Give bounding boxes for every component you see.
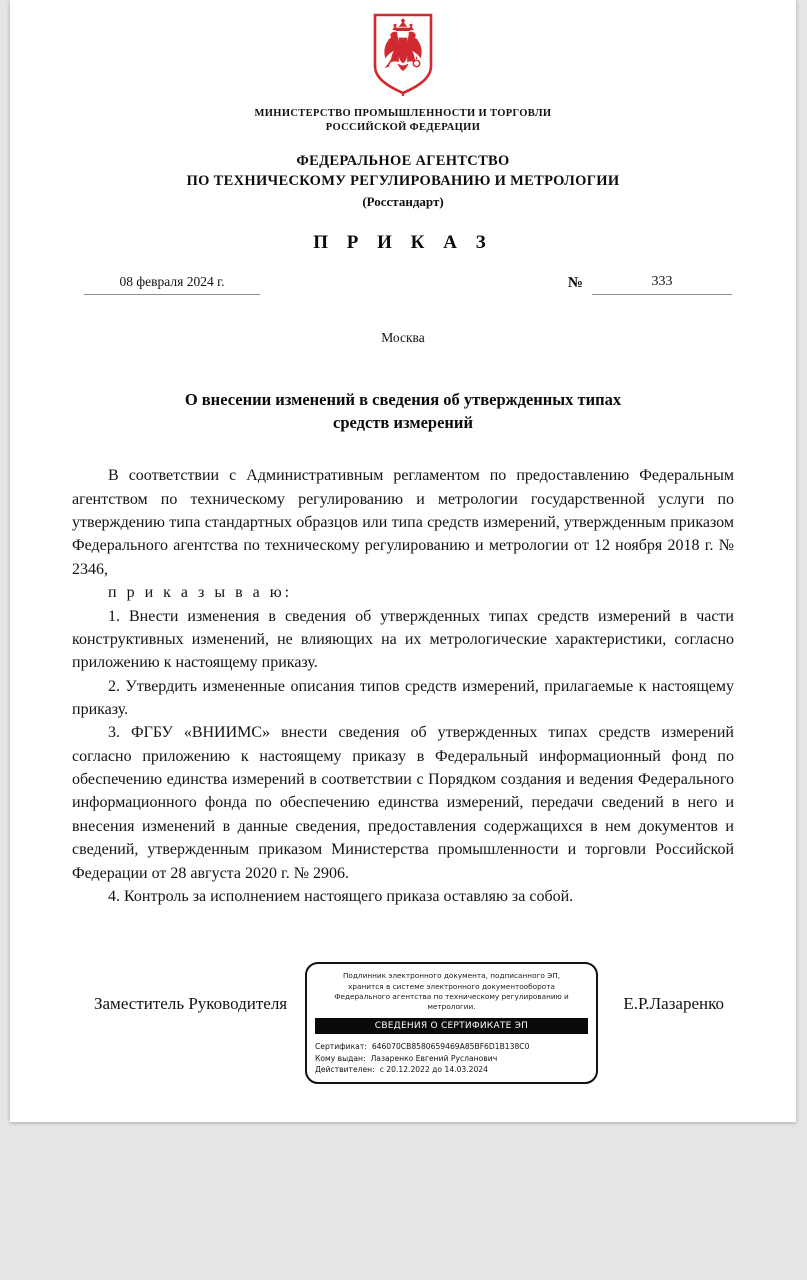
- agency-line-2: ПО ТЕХНИЧЕСКОМУ РЕГУЛИРОВАНИЮ И МЕТРОЛОГИИ: [186, 172, 620, 189]
- ministry-line-2: РОССИЙСКОЙ ФЕДЕРАЦИИ: [325, 122, 481, 134]
- body-command-word: п р и к а з ы в а ю:: [108, 584, 293, 602]
- electronic-signature-stamp: [305, 962, 598, 1084]
- estamp-description: [315, 971, 588, 1017]
- estamp-owner-row: [315, 1053, 588, 1064]
- estamp-owner-value: Лазаренко Евгений Русланович: [370, 1053, 498, 1063]
- document-page: [10, 0, 796, 1122]
- estamp-owner-label: Кому выдан:: [315, 1053, 366, 1063]
- ministry-heading: [72, 107, 734, 135]
- body-item-3: 3. ФГБУ «ВНИИМС» внести сведения об утвержденных типах средств измерений согласно приложению к настоящему приказу в Федеральный информационный фонд по обеспечению единства измерений в соответствии с Порядком создания и ведения Федерального информационного фонда по обеспечению единства измерений, передачи сведений в него и внесения изменений в данные сведения, предоставления содержащихся в нем документов и сведений, утвержденным приказом Министерства промышленности и торговли Российской Федерации от 28 августа 2020 г. № 2906.: [72, 724, 734, 882]
- agency-heading: [72, 152, 734, 191]
- estamp-bar-title: СВЕДЕНИЯ О СЕРТИФИКАТЕ ЭП: [315, 1018, 588, 1035]
- ministry-line-1: МИНИСТЕРСТВО ПРОМЫШЛЕННОСТИ И ТОРГОВЛИ: [254, 108, 552, 119]
- document-body: [72, 464, 734, 908]
- estamp-certificate-row: [315, 1041, 588, 1052]
- document-city: Москва: [381, 329, 425, 345]
- estamp-certificate-label: Сертификат:: [315, 1042, 367, 1052]
- document-date: 08 февраля 2024 г.: [84, 274, 260, 295]
- emblem-container: [72, 0, 734, 101]
- agency-short-name: (Росстандарт): [362, 193, 444, 209]
- agency-line-1: ФЕДЕРАЛЬНОЕ АГЕНТСТВО: [296, 153, 510, 170]
- document-content: [10, 0, 796, 1122]
- document-title: [72, 388, 734, 435]
- document-kind-heading: П Р И К А З: [313, 231, 493, 253]
- preamble-text: В соответствии с Административным регламентом по предоставлению Федеральным агентством по техническому регулированию и метрологии государственной услуги по утверждению типа стандартных образцов или типа средств измерений, утвержденным приказом Федерального агентства по техническому регулированию и метрологии от 12 ноября 2018 г. № 2346,: [72, 467, 734, 578]
- signature-row: [72, 962, 734, 1082]
- estamp-validity-value: с 20.12.2022 до 14.03.2024: [379, 1064, 488, 1074]
- estamp-certificate-value: 646070CB8580659469A85BF6D1B138C0: [371, 1042, 530, 1052]
- number-sign-icon: №: [567, 274, 583, 291]
- estamp-head-line-1: Подлинник электронного документа, подписанного ЭП,: [342, 971, 561, 981]
- document-number: 333: [592, 274, 732, 295]
- estamp-validity-row: [315, 1064, 588, 1075]
- document-title-line-2: средств измерений: [333, 412, 473, 432]
- body-item-1: 1. Внести изменения в сведения об утвержденных типах средств измерений в части конструктивных изменений, не влияющих на их метрологические характеристики, согласно приложению к настоящему приказу.: [72, 607, 734, 672]
- body-item-4: 4. Контроль за исполнением настоящего приказа оставляю за собой.: [108, 887, 574, 905]
- signer-name: Е.Р.Лазаренко: [623, 994, 724, 1014]
- signer-position: Заместитель Руководителя: [94, 994, 288, 1014]
- estamp-head-line-2: хранится в системе электронного документооборота: [348, 981, 555, 991]
- estamp-certificate-details: [315, 1034, 588, 1075]
- body-item-2: 2. Утвердить измененные описания типов средств измерений, прилагаемые к настоящему приказу.: [72, 677, 734, 718]
- document-number-group: [568, 274, 732, 295]
- estamp-validity-label: Действителен:: [315, 1064, 375, 1074]
- body-preamble: [72, 464, 734, 581]
- document-meta-row: [72, 274, 734, 308]
- estamp-head-line-3: Федерального агентства по техническому регулированию и: [334, 991, 569, 1001]
- russian-coat-of-arms-icon: [371, 12, 435, 96]
- document-title-line-1: О внесении изменений в сведения об утвержденных типах: [184, 389, 622, 409]
- estamp-head-line-4: метрологии.: [427, 1002, 476, 1012]
